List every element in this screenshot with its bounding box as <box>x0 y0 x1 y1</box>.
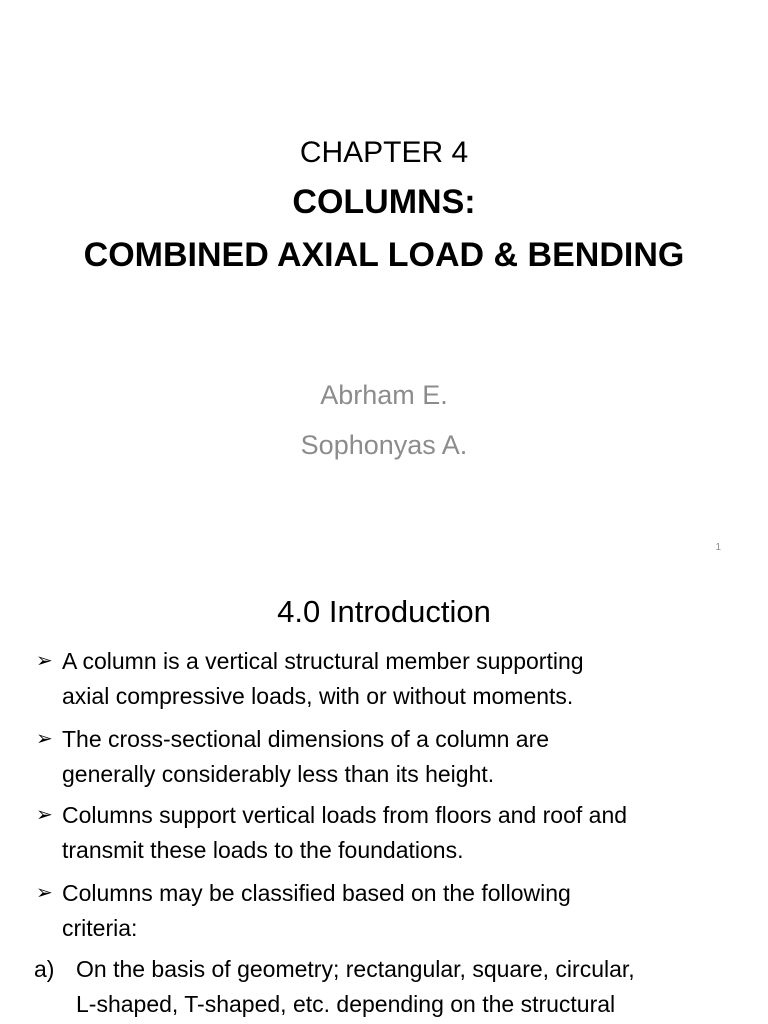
arrow-bullet-icon: ➢ <box>36 728 53 750</box>
slide-number: 1 <box>715 542 721 553</box>
arrow-bullet-icon: ➢ <box>36 804 53 826</box>
bullet-text-line: Columns support vertical loads from floors and roof and <box>62 802 628 828</box>
chapter-label: CHAPTER 4 <box>299 136 469 169</box>
author-name: Abrham E. <box>320 380 448 410</box>
introduction-slide <box>0 576 768 1024</box>
bullet-text-line: Columns may be classified based on the following <box>62 880 571 906</box>
arrow-bullet-icon: ➢ <box>36 882 53 904</box>
bullet-text-line: transmit these loads to the foundations. <box>62 837 464 863</box>
bullet-text-line: generally considerably less than its height. <box>62 761 495 787</box>
bullet-text-line: criteria: <box>62 915 138 941</box>
slide-title-line-2: COMBINED AXIAL LOAD & BENDING <box>83 236 685 274</box>
lettered-item-text-line: On the basis of geometry; rectangular, square, circular, <box>76 956 635 982</box>
bullet-text-line: A column is a vertical structural member supporting <box>62 648 584 674</box>
bullet-text-line: axial compressive loads, with or without moments. <box>62 683 574 709</box>
arrow-bullet-icon: ➢ <box>36 650 53 672</box>
bullet-item <box>36 644 736 714</box>
lettered-item <box>34 952 744 1022</box>
bullet-item <box>36 722 736 792</box>
section-title: 4.0 Introduction <box>277 594 491 629</box>
list-letter: a) <box>34 956 55 982</box>
slide-title-line-1: COLUMNS: <box>292 183 476 221</box>
bullet-item <box>36 876 736 946</box>
author-name: Sophonyas A. <box>300 430 468 460</box>
bullet-text-line: The cross-sectional dimensions of a column are <box>62 726 550 752</box>
bullet-item <box>36 798 736 868</box>
lettered-item-text-line: L-shaped, T-shaped, etc. depending on the structural <box>76 991 616 1017</box>
